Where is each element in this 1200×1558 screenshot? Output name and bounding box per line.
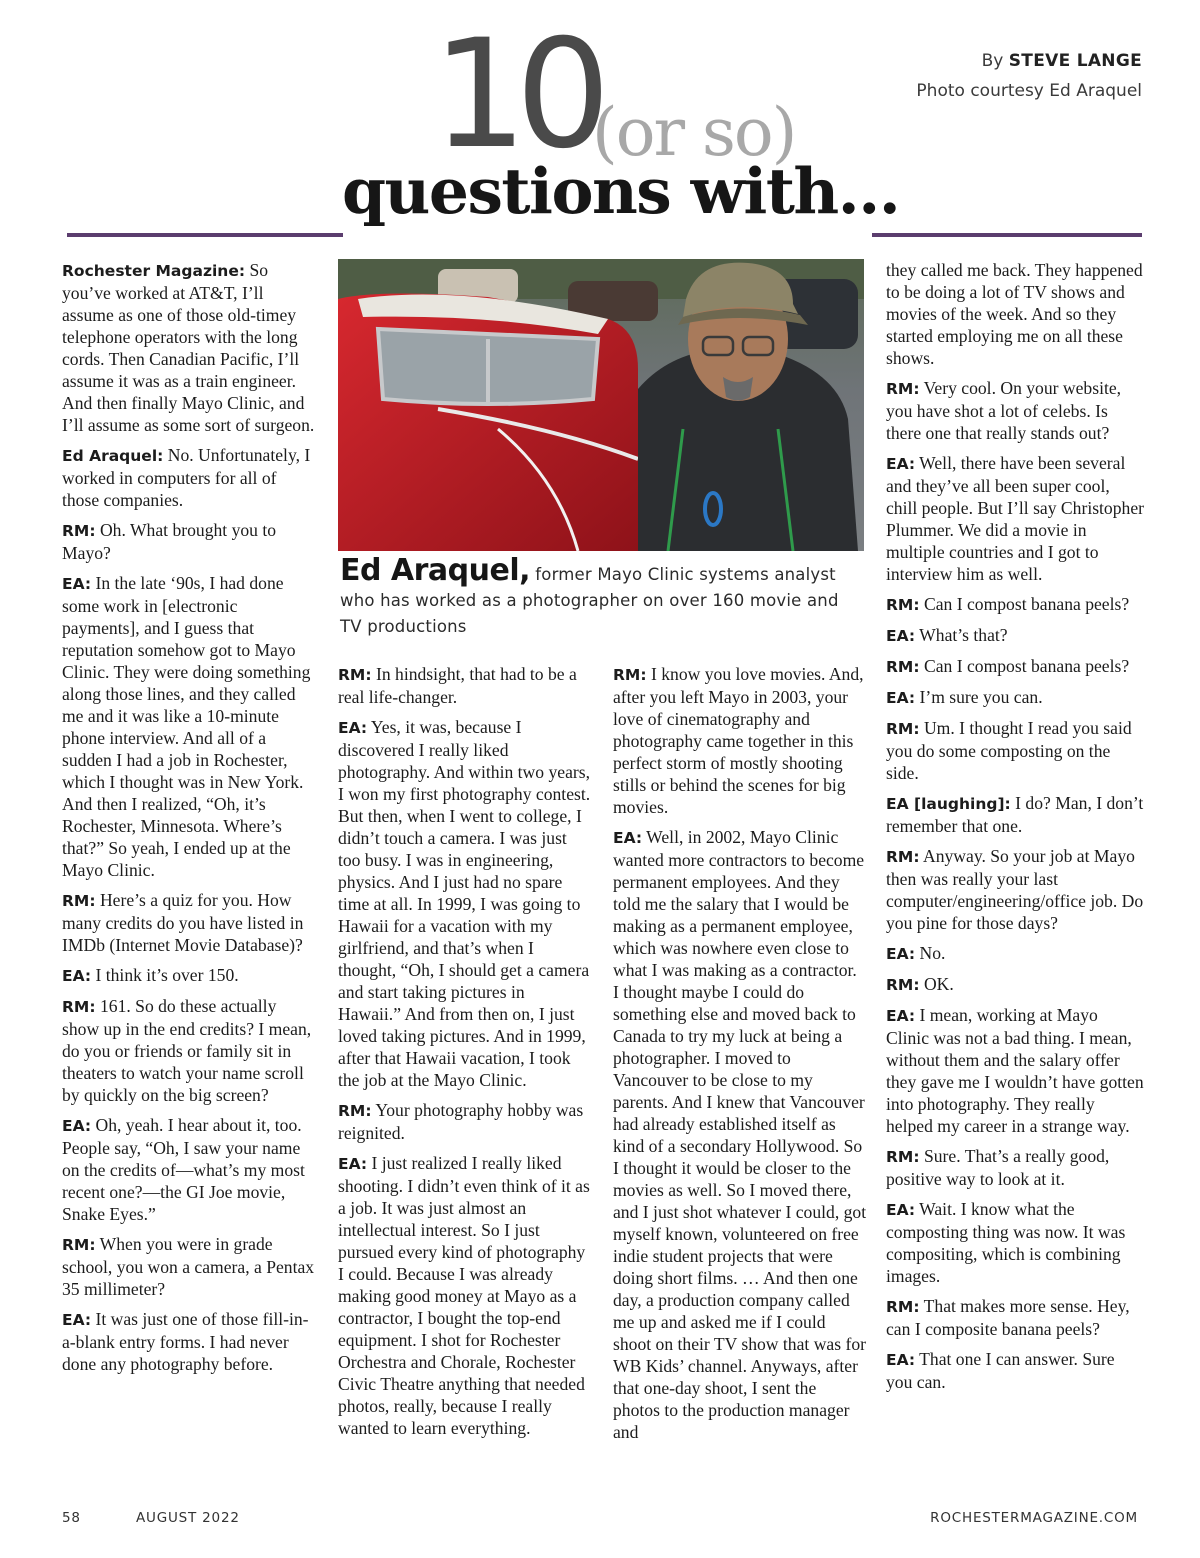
speaker-label: RM: <box>62 892 96 910</box>
speaker-label: RM: <box>62 522 96 540</box>
interview-paragraph <box>62 1114 316 1225</box>
speaker-label: RM: <box>886 848 920 866</box>
speaker-label: RM: <box>886 720 920 738</box>
article-column-4 <box>886 259 1144 1393</box>
paragraph-text: Um. I thought I read you said you do some composting on the side. <box>886 718 1132 783</box>
paragraph-text: I mean, working at Mayo Clinic was not a bad thing. I mean, without them and the salary offer they gave me I wouldn’t have gotten into photography. They really helped my career in a strange way. <box>886 1005 1144 1136</box>
speaker-label: RM: <box>338 1102 372 1120</box>
headline-number: 10 <box>432 8 599 182</box>
interview-paragraph <box>886 377 1144 444</box>
paragraph-text: Can I compost banana peels? <box>923 594 1130 614</box>
interview-paragraph <box>886 845 1144 934</box>
portrait-photo <box>338 259 864 551</box>
interview-paragraph <box>62 259 316 436</box>
speaker-label: EA [laughing]: <box>886 795 1011 813</box>
interview-paragraph <box>886 792 1144 837</box>
speaker-label: EA: <box>62 967 92 985</box>
paragraph-text: they called me back. They happened to be doing a lot of TV shows and movies of the week. And so they started employing me on all these shows. <box>886 260 1143 368</box>
paragraph-text: I just realized I really liked shooting. I didn’t even think of it as a job. It was just almost an intellectual interest. So I just pursued every kind of photography I could. Because I was already making good money at Mayo as a contractor, I bought the top-end equipment. I shot for Rochester Orchestra and Chorale, Rochester Civic Theatre anything that needed photos, really, because I really wanted to learn everything. <box>338 1153 590 1438</box>
paragraph-text: Oh, yeah. I hear about it, too. People say, “Oh, I saw your name on the credits of—what’s my most recent one?—the GI Joe movie, Snake Eyes.” <box>62 1115 305 1224</box>
photo-caption <box>340 553 864 640</box>
paragraph-text: Well, there have been several and they’ve all been super cool, chill people. But I’ll say Christopher Plummer. We did a movie in multiple countries and I got to interview him as well. <box>886 453 1144 584</box>
speaker-label: RM: <box>886 976 920 994</box>
speaker-label: Rochester Magazine: <box>62 262 246 280</box>
interview-paragraph <box>613 663 867 818</box>
speaker-label: EA: <box>886 689 916 707</box>
article-column-3 <box>613 663 867 1443</box>
interview-paragraph <box>338 663 592 708</box>
paragraph-text: I do? Man, I don’t remember that one. <box>886 793 1144 836</box>
interview-paragraph <box>62 964 316 987</box>
headline-aside: (or so) <box>592 94 796 171</box>
speaker-label: EA: <box>886 945 916 963</box>
speaker-label: EA: <box>886 627 916 645</box>
author-credit <box>916 46 1142 76</box>
speaker-label: EA: <box>62 575 92 593</box>
caption-description: former Mayo Clinic systems analyst who has worked as a photographer on over 160 movie and TV productions <box>340 565 839 636</box>
speaker-label: RM: <box>338 666 372 684</box>
paragraph-text: OK. <box>923 974 954 994</box>
interview-paragraph <box>62 572 316 881</box>
paragraph-text: What’s that? <box>919 625 1008 645</box>
interview-paragraph <box>886 686 1144 709</box>
header-rule-right <box>872 233 1142 237</box>
speaker-label: RM: <box>886 1298 920 1316</box>
interview-paragraph <box>886 717 1144 784</box>
byline <box>916 46 1142 106</box>
interview-paragraph <box>62 519 316 564</box>
portrait-photo-icon <box>338 259 864 551</box>
page-number: 58 <box>62 1510 81 1526</box>
interview-paragraph <box>886 593 1144 616</box>
interview-paragraph <box>886 1348 1144 1393</box>
speaker-label: RM: <box>886 380 920 398</box>
paragraph-text: I think it’s over 150. <box>95 965 239 985</box>
paragraph-text: Anyway. So your job at Mayo then was really your last computer/engineering/office job. Do you pine for those days? <box>886 846 1144 933</box>
paragraph-text: Can I compost banana peels? <box>923 656 1130 676</box>
paragraph-text: No. Unfortunately, I worked in computers for all of those companies. <box>62 445 311 510</box>
paragraph-text: It was just one of those fill-in-a-blank entry forms. I had never done any photography before. <box>62 1309 309 1374</box>
speaker-label: RM: <box>886 658 920 676</box>
headline-main: questions with… <box>342 154 900 228</box>
speaker-label: EA: <box>62 1311 92 1329</box>
paragraph-text: No. <box>919 943 946 963</box>
speaker-label: RM: <box>613 666 647 684</box>
interview-paragraph <box>62 1233 316 1300</box>
speaker-label: EA: <box>886 1351 916 1369</box>
interview-paragraph <box>886 452 1144 585</box>
paragraph-text: Wait. I know what the composting thing was now. It was compositing, which is combining images. <box>886 1199 1126 1286</box>
header-rule-left <box>67 233 343 237</box>
issue-date: AUGUST 2022 <box>136 1510 240 1526</box>
paragraph-text: Well, in 2002, Mayo Clinic wanted more contractors to become permanent employees. And they told me the salary that I would be making as a permanent employee, which was nowhere even close to what I was making as a contractor. I thought maybe I could do something else and moved back to Canada to try my luck at being a photographer. I moved to Vancouver to be close to my parents. And I knew that Vancouver had already established itself as kind of a secondary Hollywood. So I thought it would be closer to the movies as well. So I moved there, and I just shot whatever I could, got myself known, volunteered on free indie student projects that were doing short films. … And then one day, a production company called me up and asked me if I could shoot on their TV show that was for WB Kids’ channel. Anyways, after that one-day shoot, I sent the photos to the production manager and <box>613 827 867 1442</box>
paragraph-text: When you were in grade school, you won a camera, a Pentax 35 millimeter? <box>62 1234 315 1299</box>
interview-paragraph <box>613 826 867 1443</box>
interview-paragraph <box>62 444 316 511</box>
interview-paragraph <box>886 973 1144 996</box>
speaker-label: Ed Araquel: <box>62 447 164 465</box>
interview-paragraph <box>338 1152 592 1439</box>
speaker-label: EA: <box>62 1117 92 1135</box>
paragraph-text: I’m sure you can. <box>919 687 1043 707</box>
paragraph-text: So you’ve worked at AT&T, I’ll assume as one of those old-timey telephone operators with the long cords. Then Canadian Pacific, I’ll assume it was as a train engineer. And then finally Mayo Clinic, and I’ll assume as some sort of surgeon. <box>62 260 315 435</box>
speaker-label: EA: <box>886 1201 916 1219</box>
paragraph-text: Yes, it was, because I discovered I really liked photography. And within two years, I won my first photography contest. But then, when I went to college, I didn’t touch a camera. I was just too busy. I was in engineering, physics. And I just had no spare time at all. In 1999, I was going to Hawaii for a vacation with my girlfriend, and that’s when I thought, “Oh, I should get a camera and start taking pictures in Hawaii.” And from then on, I just loved taking pictures. And in 1999, after that Hawaii vacation, I took the job at the Mayo Clinic. <box>338 717 591 1090</box>
interview-paragraph <box>886 1198 1144 1287</box>
interview-paragraph <box>338 716 592 1091</box>
paragraph-text: In the late ‘90s, I had done some work in [electronic payments], and I guess that reputation somehow got to Mayo Clinic. They were doing something along those lines, and they called me and it was like a 10-minute phone interview. And all of a sudden I had a job in Rochester, which I thought was in New York. And then I realized, “Oh, it’s Rochester, Minnesota. Where’s that?” So yeah, I ended up at the Mayo Clinic. <box>62 573 311 880</box>
article-column-2 <box>338 663 592 1439</box>
paragraph-text: 161. So do these actually show up in the end credits? I mean, do you or friends or family sit in theaters to watch your name scroll by quickly on the big screen? <box>62 996 312 1105</box>
author-name: STEVE LANGE <box>1008 51 1142 71</box>
paragraph-text: Your photography hobby was reignited. <box>338 1100 584 1143</box>
speaker-label: EA: <box>886 1007 916 1025</box>
interview-paragraph <box>62 995 316 1106</box>
speaker-label: EA: <box>886 455 916 473</box>
speaker-label: EA: <box>338 1155 368 1173</box>
interview-paragraph <box>62 1308 316 1375</box>
paragraph-text: That one I can answer. Sure you can. <box>886 1349 1115 1392</box>
paragraph-text: Sure. That’s a really good, positive way to look at it. <box>886 1146 1110 1189</box>
interview-paragraph <box>338 1099 592 1144</box>
paragraph-text: Here’s a quiz for you. How many credits do you have listed in IMDb (Internet Movie Database)? <box>62 890 304 955</box>
speaker-label: EA: <box>338 719 368 737</box>
article-column-1 <box>62 259 316 1375</box>
speaker-label: RM: <box>62 1236 96 1254</box>
byline-prefix: By <box>981 51 1004 71</box>
caption-name: Ed Araquel, <box>340 553 531 588</box>
interview-paragraph <box>886 942 1144 965</box>
photo-credit: Photo courtesy Ed Araquel <box>916 81 1142 101</box>
interview-paragraph <box>62 889 316 956</box>
magazine-website[interactable]: ROCHESTERMAGAZINE.COM <box>930 1510 1138 1526</box>
paragraph-text: That makes more sense. Hey, can I composite banana peels? <box>886 1296 1130 1339</box>
speaker-label: RM: <box>886 596 920 614</box>
interview-paragraph <box>886 1295 1144 1340</box>
paragraph-text: Very cool. On your website, you have shot a lot of celebs. Is there one that really stands out? <box>886 378 1122 443</box>
interview-paragraph <box>886 1004 1144 1137</box>
interview-paragraph <box>886 655 1144 678</box>
interview-paragraph <box>886 259 1144 369</box>
interview-paragraph <box>886 624 1144 647</box>
paragraph-text: Oh. What brought you to Mayo? <box>62 520 277 563</box>
interview-paragraph <box>886 1145 1144 1190</box>
paragraph-text: I know you love movies. And, after you left Mayo in 2003, your love of cinematography and photography came together in this perfect storm of mostly shooting stills or behind the scenes for big movies. <box>613 664 864 817</box>
speaker-label: EA: <box>613 829 643 847</box>
speaker-label: RM: <box>886 1148 920 1166</box>
paragraph-text: In hindsight, that had to be a real life-changer. <box>338 664 577 707</box>
speaker-label: RM: <box>62 998 96 1016</box>
